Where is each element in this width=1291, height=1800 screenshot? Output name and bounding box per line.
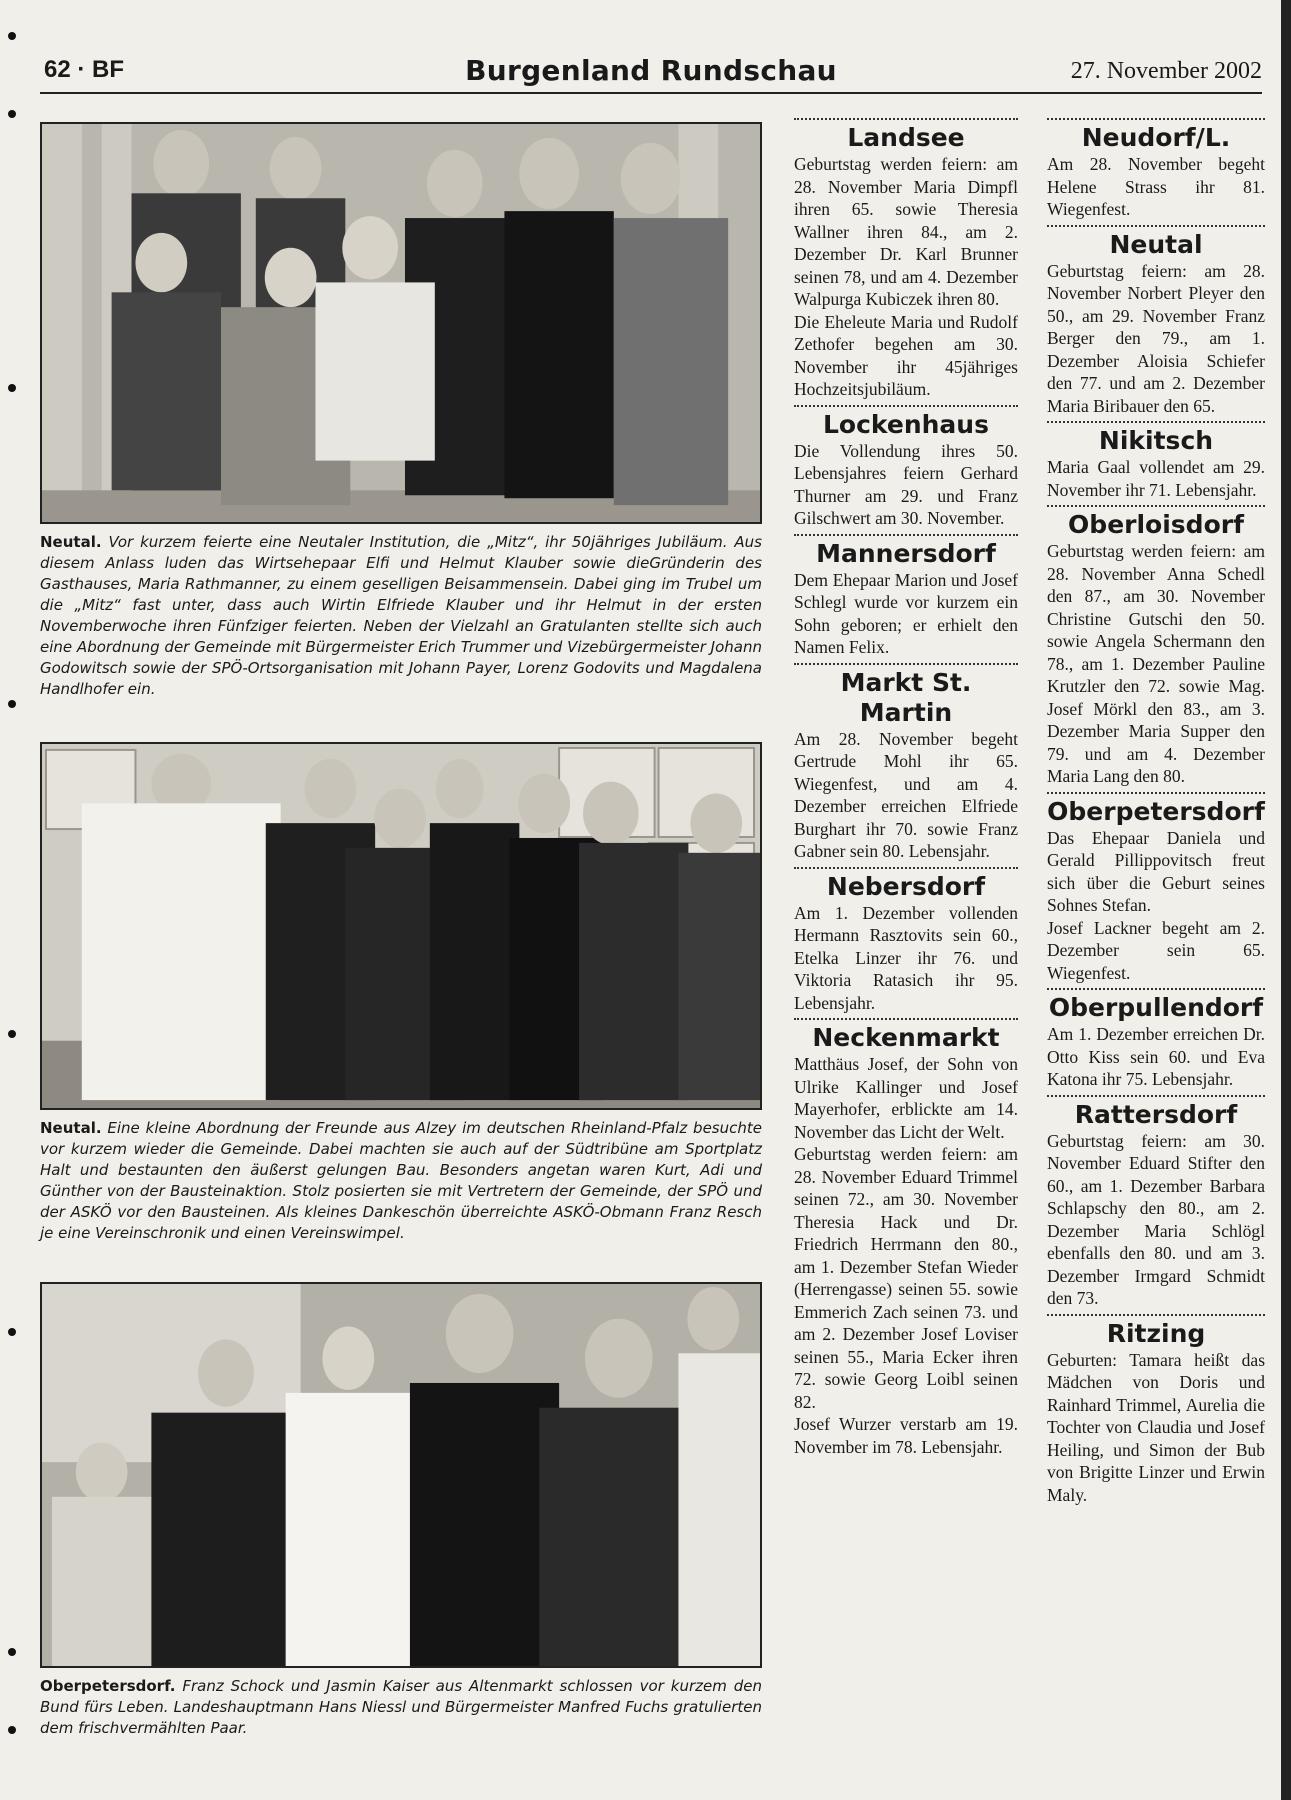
section-nebersdorf <box>794 867 1018 1015</box>
news-column-1 <box>794 118 1018 1462</box>
section-neudorf <box>1047 118 1265 221</box>
section-paragraph: Geburtstag werden feiern: am 28. November Maria Dimpfl ihren 65. sowie Theresia Wallner ihren 84., am 2. Dezember Dr. Karl Brunner seinen 78, und am 4. Dezember Walpurga Kubiczek ihren 80. <box>794 154 1018 309</box>
margin-dot <box>8 1328 16 1336</box>
section-title: Rattersdorf <box>1074 1099 1238 1129</box>
page-number: 62 · BF <box>44 56 125 83</box>
section-paragraph: Josef Wurzer verstarb am 19. November im 78. Lebensjahr. <box>794 1414 1018 1457</box>
section-paragraph: Am 1. Dezember vollenden Hermann Rasztovits sein 60., Etelka Linzer ihr 76. und Viktoria Ratasich ihr 95. Lebensjahr. <box>794 902 1018 1013</box>
section-ritzing <box>1047 1314 1265 1507</box>
section-paragraph: Geburtstag feiern: am 30. November Eduard Stifter den 60., am 1. Dezember Barbara Schlapschy den 80., am 2. Dezember Maria Schlögl ebenfalls den 80. und am 3. Dezember Irmgard Schmidt den 73. <box>1047 1130 1265 1308</box>
section-paragraph: Matthäus Josef, der Sohn von Ulrike Kallinger und Josef Mayerhofer, erblickte am 14. November das Licht der Welt. <box>794 1054 1018 1142</box>
section-mannersdorf <box>794 534 1018 659</box>
section-paragraph: Geburten: Tamara heißt das Mädchen von Doris und Rainhard Trimmel, Aurelia die Tochter von Claudia und Josef Heiling, und Simon der Bub von Brigitte Linzer und Erwin Maly. <box>1047 1349 1265 1505</box>
paper-name: Burgenland Rundschau <box>465 54 837 87</box>
section-paragraph: Am 1. Dezember erreichen Dr. Otto Kiss sein 60. und Eva Katona ihr 75. Lebensjahr. <box>1047 1024 1265 1089</box>
caption-text: Franz Schock und Jasmin Kaiser aus Altenmarkt schlossen vor kurzem den Bund fürs Leben. Landeshauptmann Hans Niessl und Bürgermeister Manfred Fuchs gratulierten dem frischvermählten Paar. <box>40 1677 762 1737</box>
section-title: Oberpullendorf <box>1048 993 1264 1022</box>
caption-text: Eine kleine Abordnung der Freunde aus Alzey im deutschen Rheinland-Pfalz besuchte vor kurzem wieder die Gemeinde. Dabei machten sie auch auf der Südtribüne am Sportplatz Halt und bestaunten den äußerst gelungen Bau. Besonders angetan waren Kurt, Adi und Günther von der Bausteinaktion. Stolz posierten sie mit Vertretern der Gemeinde, der SPÖ und der ASKÖ vor den Bausteinen. Als kleines Dankeschön überreichte ASKÖ-Obmann Franz Resch je eine Vereinschronik und einen Vereinswimpel. <box>40 1119 762 1242</box>
caption-place: Oberpetersdorf. <box>40 1677 176 1695</box>
section-title: Nebersdorf <box>826 871 986 901</box>
photo-wedding <box>40 1282 762 1668</box>
photo-group-portrait <box>40 122 762 524</box>
section-paragraph: Geburtstag werden feiern: am 28. November Anna Schedl den 87., am 30. November Christine Gutschi den 50. sowie Angela Schermann den 78., am 1. Dezember Pauline Krutzler den 72. sowie Mag. Josef Mörkl den 83., am 3. Dezember Maria Supper den 79. und am 4. Dezember Maria Lang den 80. <box>1047 541 1265 786</box>
section-nikitsch <box>1047 421 1265 501</box>
photo-group-bausteine <box>40 742 762 1110</box>
section-title: Markt St. Martin <box>840 667 972 727</box>
section-title: Neckenmarkt <box>812 1023 1000 1052</box>
section-paragraph: Die Vollendung ihres 50. Lebensjahres feiern Gerhard Thurner am 29. und Franz Gilschwert am 30. November. <box>794 440 1018 528</box>
caption-place: Neutal. <box>40 533 102 551</box>
section-title: Oberloisdorf <box>1068 510 1244 539</box>
section-paragraph: Am 28. November begeht Gertrude Mohl ihr 65. Wiegenfest, und am 4. Dezember erreichen Elfriede Burghart ihr 70. sowie Franz Gabner sein 80. Lebensjahr. <box>794 728 1018 861</box>
section-lockenhaus <box>794 405 1018 530</box>
caption-place: Neutal. <box>40 1119 102 1137</box>
section-title: Neudorf/L. <box>1081 123 1231 152</box>
section-paragraph: Dem Ehepaar Marion und Josef Schlegl wurde vor kurzem ein Sohn geboren; er erhielt den Namen Felix. <box>794 569 1018 657</box>
section-title: Ritzing <box>1106 1318 1206 1348</box>
section-title: Mannersdorf <box>816 538 996 568</box>
section-markt-st-martin <box>794 663 1018 863</box>
margin-dot <box>8 1648 16 1656</box>
caption-text: Vor kurzem feierte eine Neutaler Institution, die „Mitz“, ihr 50jähriges Jubiläum. Aus diesem Anlass luden das Wirtsehepaar Elfi und Helmut Klauber sowie dieGründerin des Gasthauses, Maria Rathmanner, zu einem geselligen Beisammensein. Dabei ging im Trubel um die „Mitz“ fast unter, dass auch Wirtin Elfriede Klauber und ihr Helmut in der ersten Novemberwoche ihren Fünfziger feierten. Neben der Vielzahl an Gratulanten stellte sich auch eine Abordnung der Gemeinde mit Bürgermeister Erich Trummer und Vizebürgermeister Johann Godowitsch sowie der SPÖ-Ortsorganisation mit Johann Payer, Lorenz Godovits und Magdalena Handlhofer ein. <box>40 533 762 698</box>
section-paragraph: Josef Lackner begeht am 2. Dezember sein 65. Wiegenfest. <box>1047 917 1265 983</box>
section-neckenmarkt <box>794 1018 1018 1458</box>
photo-caption <box>40 1118 762 1244</box>
page-binding-edge <box>1281 0 1291 1800</box>
section-oberloisdorf <box>1047 505 1265 788</box>
page-header <box>40 50 1262 94</box>
section-paragraph: Maria Gaal vollendet am 29. November ihr 71. Lebensjahr. <box>1047 457 1265 500</box>
margin-dot <box>8 1726 16 1734</box>
section-title: Nikitsch <box>1098 426 1214 455</box>
margin-dot <box>8 110 16 118</box>
margin-dot <box>8 700 16 708</box>
margin-dot <box>8 384 16 392</box>
section-oberpetersdorf <box>1047 792 1265 985</box>
section-paragraph: Das Ehepaar Daniela und Gerald Pillippovitsch freut sich über die Geburt seines Sohnes Stefan. <box>1047 827 1265 915</box>
news-column-2 <box>1047 118 1265 1510</box>
section-paragraph: Am 28. November begeht Helene Strass ihr 81. Wiegenfest. <box>1047 154 1265 219</box>
section-paragraph: Geburtstag feiern: am 28. November Norbert Pleyer den 50., am 29. November Franz Berger den 79., am 1. Dezember Aloisia Schiefer den 77. und am 2. Dezember Maria Biribauer den 65. <box>1047 260 1265 416</box>
section-title: Neutal <box>1109 229 1203 259</box>
margin-dot <box>8 1030 16 1038</box>
section-rattersdorf <box>1047 1095 1265 1310</box>
section-landsee <box>794 118 1018 401</box>
photo-caption <box>40 1676 762 1739</box>
section-paragraph: Die Eheleute Maria und Rudolf Zethofer begehen am 30. November ihr 45jähriges Hochzeitsjubiläum. <box>794 311 1018 399</box>
issue-date: 27. November 2002 <box>1070 58 1262 84</box>
photo-caption <box>40 532 762 700</box>
section-neutal <box>1047 225 1265 418</box>
section-title: Landsee <box>847 123 965 152</box>
section-title: Oberpetersdorf <box>1047 796 1265 826</box>
section-oberpullendorf <box>1047 988 1265 1091</box>
section-paragraph: Geburtstag werden feiern: am 28. November Eduard Trimmel seinen 72., am 30. November Theresia Hack und Dr. Friedrich Herrmann den 80., am 1. Dezember Stefan Wieder (Herrengasse) seinen 55. sowie Emmerich Zach seinen 73. und am 2. Dezember Josef Loviser seinen 55., Maria Ecker ihren 72. sowie Georg Loibl seinen 82. <box>794 1144 1018 1412</box>
section-title: Lockenhaus <box>823 409 989 439</box>
margin-dot <box>8 32 16 40</box>
